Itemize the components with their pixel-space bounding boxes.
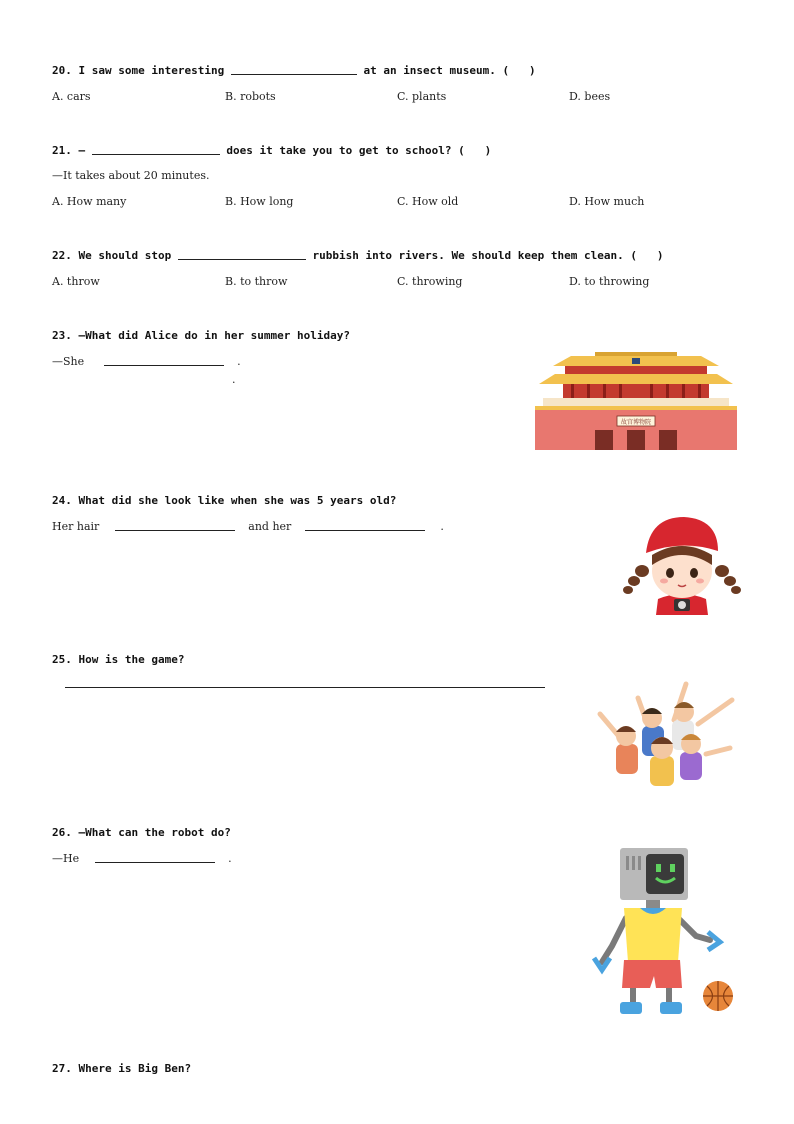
question-text: rubbish into rivers. We should keep them clean. <box>312 249 624 262</box>
robot-shirt <box>624 908 682 962</box>
robot-shorts <box>622 960 682 988</box>
option-b: B. How long <box>225 195 294 208</box>
answer-blank[interactable] <box>178 249 306 260</box>
question-number: 25. <box>52 653 72 666</box>
answer-line-26 <box>52 852 232 865</box>
question-text: — <box>78 144 86 157</box>
period: . <box>228 852 232 865</box>
eye <box>666 568 674 578</box>
question-number: 21. <box>52 144 72 157</box>
answer-paren[interactable]: ( ) <box>630 249 664 262</box>
answer-paren[interactable]: ( ) <box>502 64 536 77</box>
question-text: I saw some interesting <box>78 64 225 77</box>
option-b: B. robots <box>225 90 276 103</box>
fan <box>616 726 638 774</box>
question-24 <box>52 494 396 507</box>
question-number: 24. <box>52 494 72 507</box>
question-23 <box>52 329 350 342</box>
robot-leg <box>630 988 636 1004</box>
option-c: C. How old <box>397 195 459 208</box>
head-vents <box>626 856 641 870</box>
palace-roof-lower <box>539 374 733 384</box>
option-b: B. to throw <box>225 275 288 288</box>
forbidden-city-illustration <box>535 350 737 452</box>
palace-door <box>659 430 677 450</box>
camera-lens <box>678 601 686 609</box>
period: . <box>232 373 236 386</box>
answer-middle: and her <box>248 520 292 533</box>
robot-arm-right <box>678 918 710 940</box>
question-22 <box>52 249 663 262</box>
roof-ridge <box>595 352 677 356</box>
palace-door <box>627 430 645 450</box>
wall-trim <box>535 406 737 410</box>
period: . <box>440 520 444 533</box>
cheering-fans-illustration <box>594 678 738 788</box>
fan <box>650 737 674 786</box>
question-text: —What can the robot do? <box>78 826 231 839</box>
answer-blank-other[interactable] <box>305 520 425 531</box>
answer-blank[interactable] <box>231 64 357 75</box>
roof-plaque <box>632 358 640 364</box>
option-a: A. throw <box>52 275 100 288</box>
answer-line-23 <box>52 355 241 368</box>
answer-line-25[interactable] <box>65 687 545 688</box>
robot-neck <box>646 900 660 908</box>
question-text: We should stop <box>78 249 172 262</box>
option-a: A. How many <box>52 195 127 208</box>
answer-blank[interactable] <box>104 355 224 366</box>
question-text: How is the game? <box>78 653 185 666</box>
answer-blank[interactable] <box>92 144 220 155</box>
option-c: C. throwing <box>397 275 463 288</box>
question-text: —What did Alice do in her summer holiday? <box>78 329 351 342</box>
cheek <box>696 579 704 584</box>
answer-prefix: —He <box>52 852 80 865</box>
robot-leg <box>666 988 672 1004</box>
robot-illustration <box>588 846 738 1018</box>
question-21 <box>52 144 491 157</box>
robot-eye <box>656 864 661 872</box>
answer-blank-hair[interactable] <box>115 520 235 531</box>
fan <box>680 734 702 780</box>
eye <box>690 568 698 578</box>
question-27 <box>52 1062 191 1075</box>
question-number: 26. <box>52 826 72 839</box>
answer-prefix: —She <box>52 355 85 368</box>
balustrade <box>543 398 729 406</box>
question-number: 20. <box>52 64 72 77</box>
museum-sign-text: 故宫博物院 <box>620 419 652 426</box>
girl-illustration <box>622 515 744 615</box>
period: . <box>237 355 241 368</box>
option-d: D. to throwing <box>569 275 650 288</box>
answer-paren[interactable]: ( ) <box>458 144 492 157</box>
option-d: D. bees <box>569 90 611 103</box>
question-text: Where is Big Ben? <box>78 1062 192 1075</box>
option-c: C. plants <box>397 90 447 103</box>
robot-eye <box>670 864 675 872</box>
cheek <box>660 579 668 584</box>
hall-columns <box>563 382 709 398</box>
robot-foot <box>620 1002 642 1014</box>
question-20 <box>52 64 536 77</box>
palace-door <box>595 430 613 450</box>
answer-blank[interactable] <box>95 852 215 863</box>
option-d: D. How much <box>569 195 645 208</box>
question-text: does it take you to get to school? <box>226 144 452 157</box>
answer-line-24 <box>52 520 444 533</box>
question-text: at an insect museum. <box>363 64 496 77</box>
question-number: 23. <box>52 329 72 342</box>
robot-screen <box>646 854 684 894</box>
answer-prefix: Her hair <box>52 520 100 533</box>
question-25 <box>52 653 184 666</box>
question-number: 22. <box>52 249 72 262</box>
option-a: A. cars <box>52 90 91 103</box>
question-26 <box>52 826 231 839</box>
robot-foot <box>660 1002 682 1014</box>
question-number: 27. <box>52 1062 72 1075</box>
robot-arm-left <box>602 918 626 962</box>
reply-text: —It takes about 20 minutes. <box>52 169 210 182</box>
question-text: What did she look like when she was 5 years old? <box>78 494 397 507</box>
